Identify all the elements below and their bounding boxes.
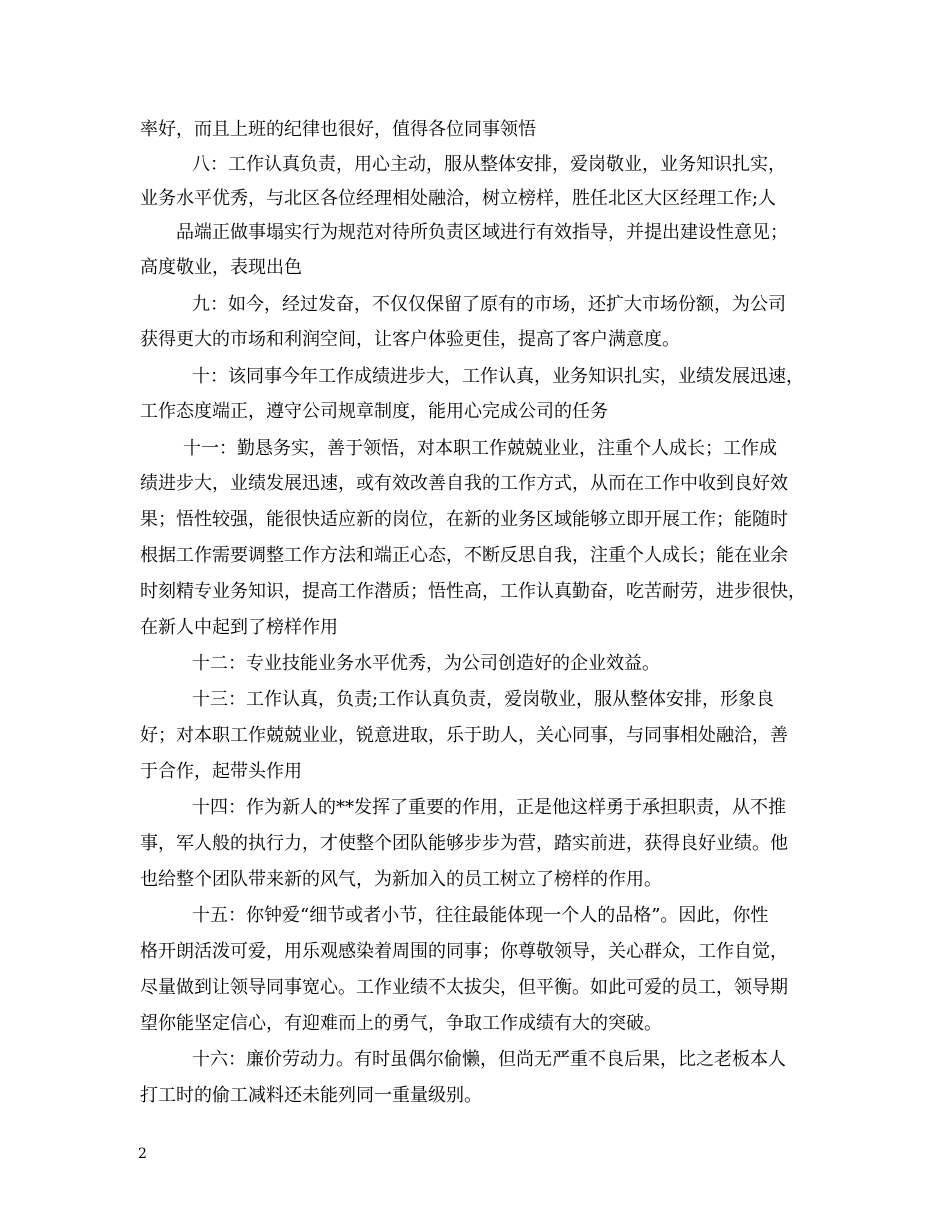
text-line: 格开朗活泼可爱，用乐观感染着周围的同事；你尊敬领导，关心群众，工作自觉，	[140, 941, 788, 962]
text-line: 果；悟性较强，能很快适应新的岗位，在新的业务区域能够立即开展工作；能随时	[140, 509, 788, 530]
text-line: 望你能坚定信心，有迎难而上的勇气，争取工作成绩有大的突破。	[140, 1013, 662, 1034]
text-line: 事，军人般的执行力，才使整个团队能够步步为营，踏实前进，获得良好业绩。他	[140, 833, 788, 854]
text-line: 品端正做事塌实行为规范对待所负责区域进行有效指导，并提出建设性意见；	[176, 222, 788, 243]
text-line: 十三：工作认真，负责;工作认真负责，爱岗敬业，服从整体安排，形象良	[192, 689, 775, 710]
text-line: 八：工作认真负责，用心主动，服从整体安排，爱岗敬业，业务知识扎实，	[192, 154, 786, 175]
text-line: 十二：专业技能业务水平优秀，为公司创造好的企业效益。	[192, 653, 660, 674]
text-line: 十六：廉价劳动力。有时虽偶尔偷懒，但尚无严重不良后果，比之老板本人	[192, 1049, 786, 1070]
text-line: 十四：作为新人的**发挥了重要的作用，正是他这样勇于承担职责，从不推	[192, 797, 786, 818]
text-line: 九：如今，经过发奋，不仅仅保留了原有的市场，还扩大市场份额，为公司	[192, 294, 786, 315]
text-line: 在新人中起到了榜样作用	[140, 617, 338, 638]
page-number: 2	[138, 1146, 147, 1162]
text-line: 好；对本职工作兢兢业业，锐意进取，乐于助人，关心同事，与同事相处融洽，善	[140, 725, 788, 746]
text-line: 打工时的偷工减料还未能列同一重量级别。	[140, 1085, 482, 1106]
text-line: 获得更大的市场和利润空间，让客户体验更佳，提高了客户满意度。	[140, 329, 680, 350]
text-line: 十五：你钟爱“细节或者小节，往往最能体现一个人的品格”。因此，你性	[192, 905, 769, 926]
text-line: 绩进步大，业绩发展迅速，或有效改善自我的工作方式，从而在工作中收到良好效	[140, 473, 788, 494]
text-line: 也给整个团队带来新的风气，为新加入的员工树立了榜样的作用。	[140, 869, 662, 890]
text-line: 十：该同事今年工作成绩进步大，工作认真，业务知识扎实，业绩发展迅速，	[192, 366, 804, 387]
text-line: 业务水平优秀，与北区各位经理相处融洽，树立榜样，胜任北区大区经理工作;人	[140, 188, 777, 209]
text-line: 十一：勤恳务实，善于领悟，对本职工作兢兢业业，注重个人成长；工作成	[183, 438, 777, 459]
text-line: 于合作，起带头作用	[140, 761, 302, 782]
text-line: 高度敬业，表现出色	[140, 257, 302, 278]
text-line: 根据工作需要调整工作方法和端正心态，不断反思自我，注重个人成长；能在业余	[140, 545, 788, 566]
text-line: 工作态度端正，遵守公司规章制度，能用心完成公司的任务	[140, 401, 608, 422]
text-line: 率好，而且上班的纪律也很好，值得各位同事领悟	[140, 119, 536, 140]
text-line: 时刻精专业务知识，提高工作潜质；悟性高，工作认真勤奋，吃苦耐劳，进步很快，	[140, 581, 806, 602]
text-line: 尽量做到让领导同事宽心。工作业绩不太拔尖，但平衡。如此可爱的员工，领导期	[140, 977, 788, 998]
